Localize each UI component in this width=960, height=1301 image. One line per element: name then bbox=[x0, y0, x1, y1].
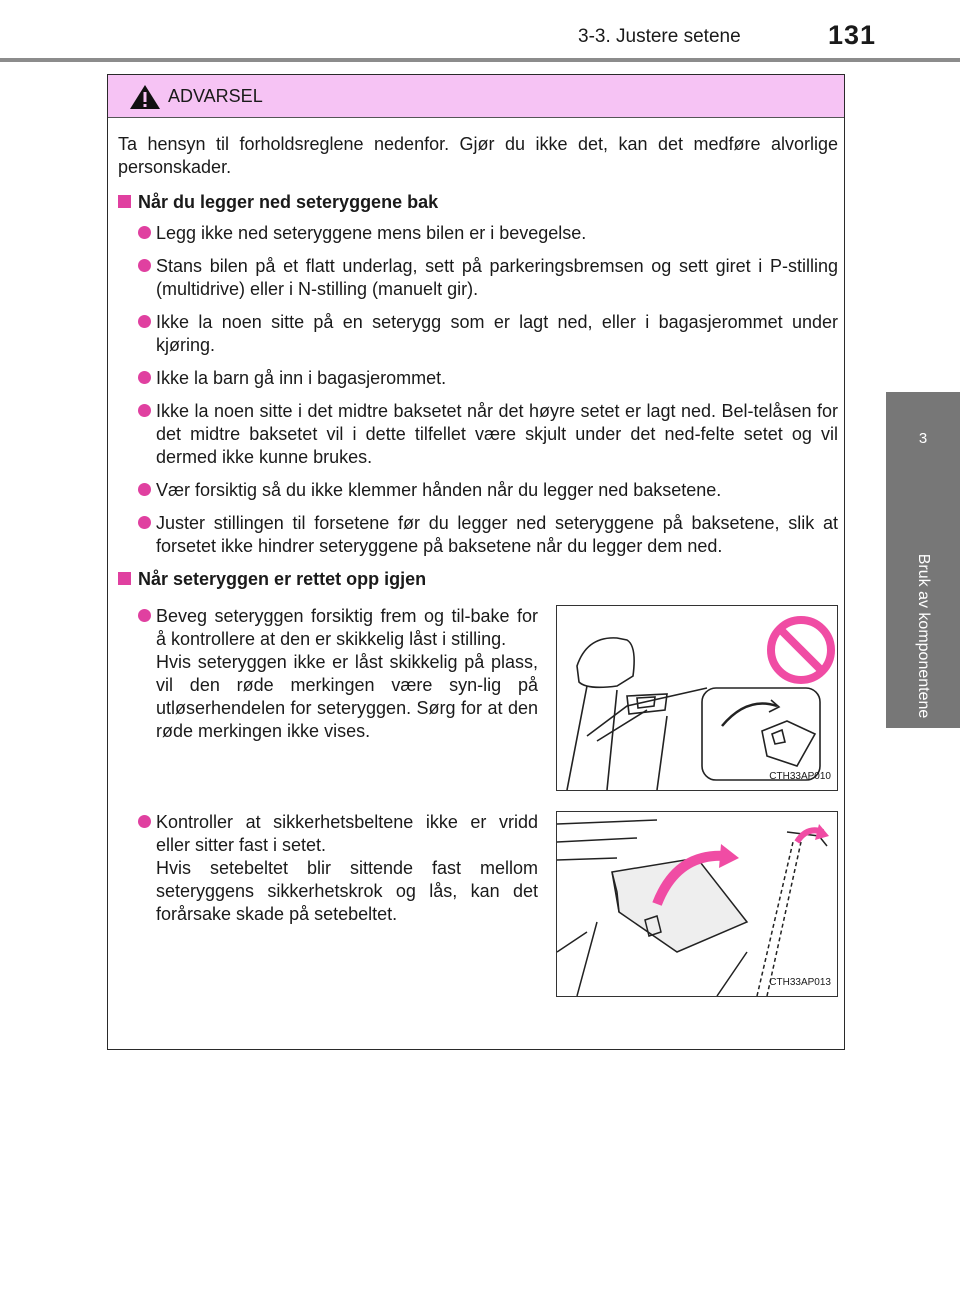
chapter-side-tab bbox=[886, 392, 960, 728]
warning-header bbox=[108, 75, 844, 118]
list-item-text: Hvis setebeltet blir sittende fast mellom seteryggens sikkerhetskrok og lås, kan det forårsake skade på setebeltet. bbox=[156, 858, 538, 924]
list-item-text: Hvis seteryggen ikke er låst skikkelig på plass, vil den røde merkingen være syn-lig på utløserhendelen for seteryggen. Sørg for at den røde merkingen ikke vises. bbox=[156, 652, 538, 741]
list-item-text: Beveg seteryggen forsiktig frem og til-bake for å kontrollere at den er skikkelig låst i stilling. bbox=[156, 606, 538, 649]
bullet-dot-icon bbox=[138, 516, 151, 529]
bullet-dot-icon bbox=[138, 404, 151, 417]
list-item-text: Ikke la noen sitte i det midtre baksetet når det høyre setet er lagt ned. Bel-telåsen for det midtre baksetet vil i dette tilfellet være skjult under det ned-felte setet og vil dermed ikke kunne brukes. bbox=[156, 401, 838, 467]
list-item bbox=[118, 400, 838, 469]
bullet-dot-icon bbox=[138, 226, 151, 239]
figure-code: CTH33AP013 bbox=[769, 977, 831, 988]
header-rule bbox=[0, 58, 960, 62]
figure-row bbox=[118, 811, 838, 997]
bullet-dot-icon bbox=[138, 371, 151, 384]
warning-title: ADVARSEL bbox=[168, 86, 263, 106]
figure-code: CTH33AP010 bbox=[769, 771, 831, 782]
warning-triangle-icon bbox=[128, 83, 162, 111]
list-item-text: Ikke la barn gå inn i bagasjerommet. bbox=[156, 368, 447, 388]
list-item-text: Vær forsiktig så du ikke klemmer hånden når du legger ned baksetene. bbox=[156, 480, 722, 500]
section-heading-text: Når seteryggen er rettet opp igjen bbox=[138, 569, 427, 589]
warning-box bbox=[107, 74, 845, 1050]
list-item bbox=[118, 479, 838, 502]
list-item bbox=[118, 605, 538, 743]
seat-lock-illustration bbox=[556, 605, 838, 791]
running-header-title: 3-3. Justere setene bbox=[578, 26, 741, 47]
list-item bbox=[118, 311, 838, 357]
warning-content bbox=[118, 133, 838, 997]
bullet-dot-icon bbox=[138, 259, 151, 272]
square-bullet-icon bbox=[118, 195, 131, 208]
list-item bbox=[118, 512, 838, 558]
list-item-text: Juster stillingen til forsetene før du legger ned seteryggene på baksetene, slik at forsetet ikke hindrer seteryggene på baksetene når du legger dem ned. bbox=[156, 513, 838, 556]
list-item bbox=[118, 255, 838, 301]
figure-row bbox=[118, 605, 838, 791]
warning-intro: Ta hensyn til forholdsreglene nedenfor. Gjør du ikke det, kan det medføre alvorlige personskader. bbox=[118, 134, 838, 177]
bullet-dot-icon bbox=[138, 315, 151, 328]
seat-back-lever-illustration bbox=[557, 606, 837, 790]
seatbelt-hook-illustration bbox=[557, 812, 837, 996]
section-heading bbox=[118, 568, 838, 591]
section-heading bbox=[118, 191, 838, 214]
bullet-dot-icon bbox=[138, 609, 151, 622]
list-item-text: Kontroller at sikkerhetsbeltene ikke er vridd eller sitter fast i setet. bbox=[156, 812, 538, 855]
bullet-dot-icon bbox=[138, 815, 151, 828]
chapter-number: 3 bbox=[918, 430, 928, 447]
bullet-dot-icon bbox=[138, 483, 151, 496]
seatbelt-illustration bbox=[556, 811, 838, 997]
list-item-text: Stans bilen på et flatt underlag, sett på parkeringsbremsen og sett giret i P-stilling (multidrive) eller i N-stilling (manuelt gir). bbox=[156, 256, 838, 299]
square-bullet-icon bbox=[118, 572, 131, 585]
list-item bbox=[118, 367, 838, 390]
page-number: 131 bbox=[828, 20, 877, 50]
list-item-text: Ikke la noen sitte på en seterygg som er lagt ned, eller i bagasjerommet under kjøring. bbox=[156, 312, 838, 355]
section-heading-text: Når du legger ned seteryggene bak bbox=[138, 192, 439, 212]
list-item bbox=[118, 222, 838, 245]
chapter-label: Bruk av komponentene bbox=[915, 553, 932, 719]
list-item-text: Legg ikke ned seteryggene mens bilen er i bevegelse. bbox=[156, 223, 587, 243]
list-item bbox=[118, 811, 538, 926]
